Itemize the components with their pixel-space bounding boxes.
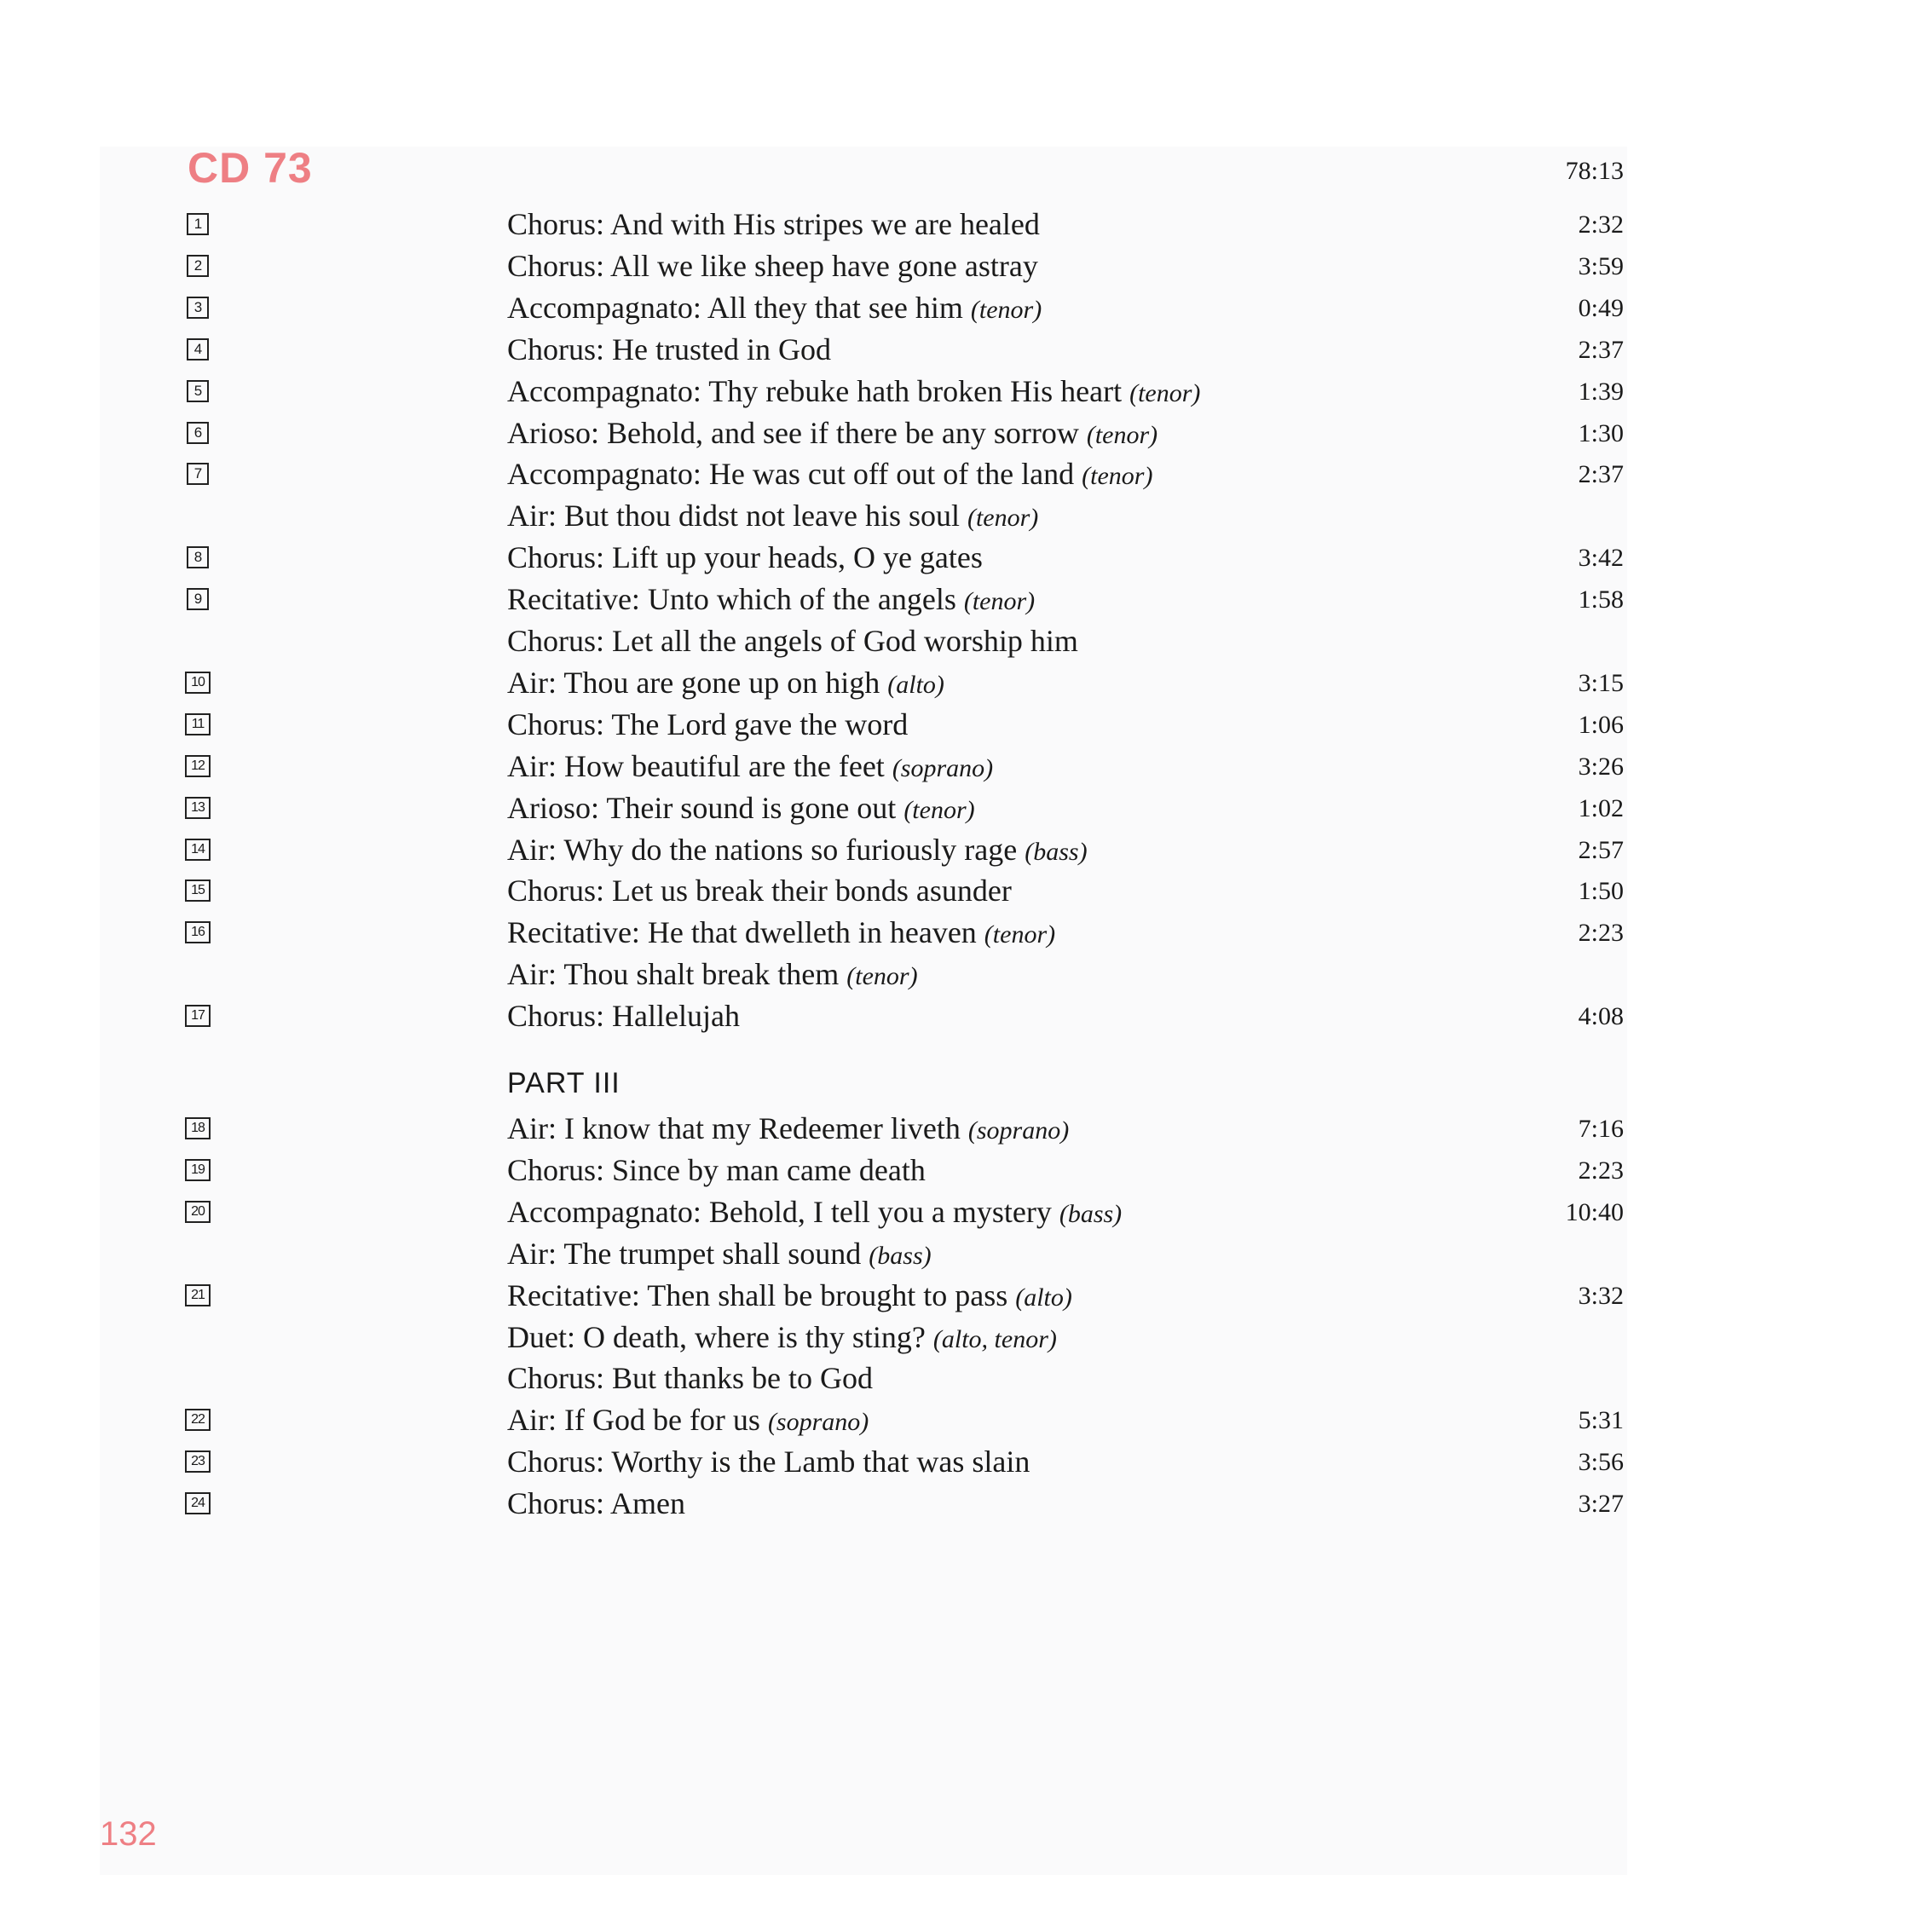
track-voice: (soprano) xyxy=(892,753,994,782)
track-number: 24 xyxy=(185,1492,211,1514)
track-title-text: Chorus: Worthy is the Lamb that was slain xyxy=(507,1445,1030,1479)
track-row xyxy=(100,1485,1627,1526)
track-title xyxy=(507,414,1157,454)
track-voice: (tenor) xyxy=(1129,378,1201,407)
track-duration: 1:39 xyxy=(1578,377,1624,406)
track-row xyxy=(100,706,1627,747)
track-duration: 3:15 xyxy=(1578,668,1624,697)
track-duration: 2:57 xyxy=(1578,835,1624,864)
track-number: 7 xyxy=(187,463,209,485)
track-duration: 1:50 xyxy=(1578,877,1624,906)
track-title xyxy=(507,1151,926,1189)
track-row xyxy=(100,1110,1627,1151)
track-title-text: Recitative: He that dwelleth in heaven xyxy=(507,915,977,950)
track-title-text: Chorus: Amen xyxy=(507,1486,686,1521)
track-duration: 3:26 xyxy=(1578,752,1624,781)
track-number: 18 xyxy=(185,1117,211,1139)
track-number: 20 xyxy=(185,1201,211,1223)
track-title-text: Accompagnato: All they that see him xyxy=(507,290,963,325)
total-time: 78:13 xyxy=(1565,157,1624,185)
track-title-text: Recitative: Then shall be brought to pass xyxy=(507,1277,1008,1312)
track-title xyxy=(507,706,908,743)
track-title xyxy=(507,1401,869,1441)
track-row xyxy=(100,1235,1627,1277)
track-title-text: Air: But thou didst not leave his soul xyxy=(507,499,960,533)
track-row xyxy=(100,289,1627,331)
track-title xyxy=(507,247,1038,285)
track-title xyxy=(507,872,1012,909)
track-title-text: Arioso: Their sound is gone out xyxy=(507,790,897,825)
track-duration: 2:23 xyxy=(1578,919,1624,948)
track-row xyxy=(100,331,1627,372)
track-row xyxy=(100,914,1627,955)
track-number: 16 xyxy=(185,921,211,943)
track-title xyxy=(507,1485,685,1522)
track-title-text: Accompagnato: Behold, I tell you a mystery xyxy=(507,1194,1052,1229)
track-title xyxy=(507,1359,873,1397)
track-row xyxy=(100,1277,1627,1318)
track-title-text: Duet: O death, where is thy sting? xyxy=(507,1319,926,1354)
track-row xyxy=(100,955,1627,997)
track-row xyxy=(100,872,1627,914)
track-row xyxy=(100,1193,1627,1235)
track-number: 1 xyxy=(187,213,209,235)
track-number: 11 xyxy=(185,713,211,735)
track-title xyxy=(507,997,740,1035)
track-number: 14 xyxy=(185,839,211,861)
track-title xyxy=(507,289,1042,329)
track-title xyxy=(507,539,983,576)
track-duration: 3:27 xyxy=(1578,1490,1624,1519)
track-duration: 2:37 xyxy=(1578,335,1624,364)
track-title-text: Chorus: And with His stripes we are healed xyxy=(507,207,1040,241)
track-voice: (bass) xyxy=(1059,1199,1123,1228)
track-title-text: Chorus: Lift up your heads, O ye gates xyxy=(507,540,983,575)
track-title-text: Chorus: Let us break their bonds asunder xyxy=(507,874,1012,908)
track-number: 23 xyxy=(185,1450,211,1473)
track-title xyxy=(507,372,1200,412)
track-duration: 1:06 xyxy=(1578,710,1624,739)
track-row xyxy=(100,247,1627,289)
track-title-text: Chorus: But thanks be to God xyxy=(507,1361,873,1396)
track-title-text: Air: The trumpet shall sound xyxy=(507,1236,862,1271)
track-duration: 2:37 xyxy=(1578,460,1624,489)
track-duration: 3:59 xyxy=(1578,251,1624,280)
track-title xyxy=(507,455,1152,495)
track-row xyxy=(100,205,1627,247)
track-row xyxy=(100,580,1627,622)
track-duration: 3:32 xyxy=(1578,1281,1624,1310)
track-voice: (tenor) xyxy=(967,504,1039,533)
track-voice: (tenor) xyxy=(984,920,1056,949)
track-title xyxy=(507,622,1078,660)
track-title-text: Air: Why do the nations so furiously rage xyxy=(507,832,1018,867)
track-title-text: Chorus: Let all the angels of God worship him xyxy=(507,624,1078,658)
track-title-text: Chorus: All we like sheep have gone astray xyxy=(507,248,1038,283)
part-heading: PART III xyxy=(507,1067,621,1099)
track-title xyxy=(507,1443,1030,1480)
track-voice: (soprano) xyxy=(967,1116,1070,1145)
track-row xyxy=(100,747,1627,789)
track-duration: 3:42 xyxy=(1578,544,1624,573)
track-row xyxy=(100,997,1627,1039)
track-number: 6 xyxy=(187,422,209,444)
track-number: 8 xyxy=(187,546,209,568)
track-title xyxy=(507,1318,1057,1358)
track-voice: (tenor) xyxy=(1082,462,1153,491)
track-row xyxy=(100,1401,1627,1443)
track-title-text: Air: Thou are gone up on high xyxy=(507,665,880,700)
cd-title: CD 73 xyxy=(188,144,313,192)
track-voice: (tenor) xyxy=(903,795,975,824)
track-title xyxy=(507,664,944,704)
track-duration: 2:23 xyxy=(1578,1156,1624,1185)
track-title xyxy=(507,1110,1069,1150)
track-duration: 1:30 xyxy=(1578,418,1624,447)
track-title xyxy=(507,747,993,787)
track-number: 19 xyxy=(185,1159,211,1181)
track-title-text: Chorus: The Lord gave the word xyxy=(507,706,909,741)
track-voice: (alto) xyxy=(1015,1283,1072,1312)
track-title-text: Air: If God be for us xyxy=(507,1403,760,1438)
track-title-text: Chorus: Since by man came death xyxy=(507,1152,926,1187)
track-row xyxy=(100,1443,1627,1485)
track-title-text: Accompagnato: Thy rebuke hath broken His heart xyxy=(507,373,1123,408)
track-number: 22 xyxy=(185,1409,211,1431)
track-row xyxy=(100,539,1627,580)
track-row xyxy=(100,497,1627,539)
track-title-text: Chorus: He trusted in God xyxy=(507,332,831,366)
track-title xyxy=(507,1235,932,1275)
track-number: 9 xyxy=(187,588,209,610)
track-row xyxy=(100,1359,1627,1401)
track-title-text: Accompagnato: He was cut off out of the land xyxy=(507,457,1075,492)
page-number: 132 xyxy=(100,1815,157,1853)
track-voice: (bass) xyxy=(1025,837,1088,866)
track-number: 4 xyxy=(187,338,209,360)
track-duration: 1:02 xyxy=(1578,793,1624,822)
track-row xyxy=(100,1151,1627,1193)
track-title-text: Chorus: Hallelujah xyxy=(507,999,740,1034)
track-duration: 10:40 xyxy=(1565,1197,1624,1226)
track-number: 17 xyxy=(185,1005,211,1027)
track-row xyxy=(100,789,1627,831)
track-voice: (tenor) xyxy=(1086,420,1158,449)
track-duration: 0:49 xyxy=(1578,293,1624,322)
track-number: 3 xyxy=(187,297,209,319)
track-title xyxy=(507,789,975,829)
track-title-text: Arioso: Behold, and see if there be any sorrow xyxy=(507,415,1079,450)
track-title xyxy=(507,580,1035,620)
track-voice: (tenor) xyxy=(970,295,1042,324)
track-number: 12 xyxy=(185,755,211,777)
track-title xyxy=(507,331,831,368)
track-number: 21 xyxy=(185,1284,211,1306)
track-title xyxy=(507,914,1055,954)
track-title-text: Air: How beautiful are the feet xyxy=(507,748,885,783)
track-duration: 5:31 xyxy=(1578,1406,1624,1435)
track-title xyxy=(507,1193,1122,1233)
track-row xyxy=(100,455,1627,497)
track-number: 13 xyxy=(185,797,211,819)
track-title-text: Air: I know that my Redeemer liveth xyxy=(507,1111,961,1145)
track-row xyxy=(100,1318,1627,1360)
track-title xyxy=(507,1277,1072,1317)
track-title-text: Air: Thou shalt break them xyxy=(507,957,840,992)
track-title xyxy=(507,831,1088,871)
track-row xyxy=(100,372,1627,414)
track-voice: (tenor) xyxy=(846,962,918,991)
track-row xyxy=(100,622,1627,664)
track-title xyxy=(507,955,918,995)
track-voice: (bass) xyxy=(869,1241,932,1270)
track-title xyxy=(507,497,1038,537)
track-title-text: Recitative: Unto which of the angels xyxy=(507,582,956,617)
track-duration: 1:58 xyxy=(1578,585,1624,614)
track-voice: (alto) xyxy=(887,670,944,699)
booklet-page xyxy=(100,144,1627,1875)
track-voice: (soprano) xyxy=(767,1408,869,1437)
track-voice: (tenor) xyxy=(963,587,1036,616)
track-duration: 7:16 xyxy=(1578,1115,1624,1143)
track-duration: 4:08 xyxy=(1578,1002,1624,1031)
track-row xyxy=(100,664,1627,706)
track-row xyxy=(100,414,1627,456)
track-voice: (alto, tenor) xyxy=(932,1324,1057,1353)
track-duration: 3:56 xyxy=(1578,1448,1624,1477)
track-number: 10 xyxy=(185,672,211,694)
track-number: 15 xyxy=(185,879,211,902)
track-number: 2 xyxy=(187,255,209,277)
track-row xyxy=(100,831,1627,873)
track-number: 5 xyxy=(187,380,209,402)
track-title xyxy=(507,205,1040,243)
track-duration: 2:32 xyxy=(1578,211,1624,239)
